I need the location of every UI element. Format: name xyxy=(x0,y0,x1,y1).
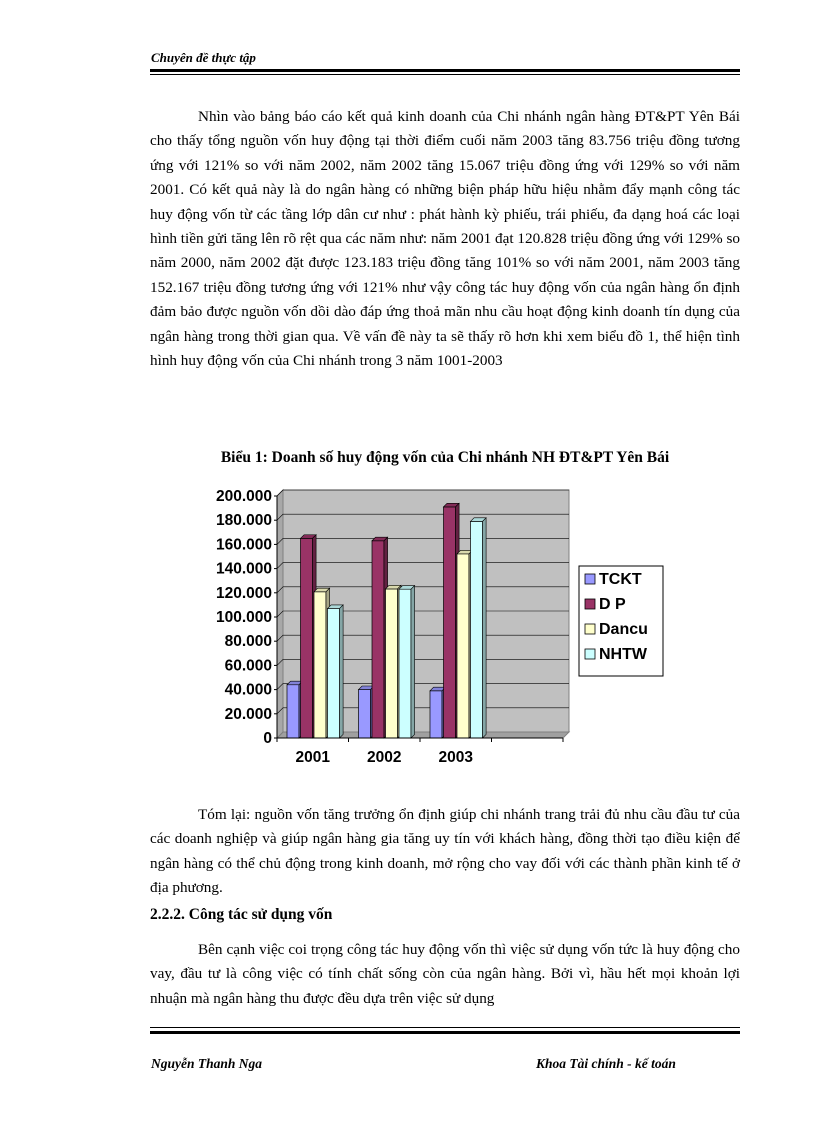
header-rule-thick xyxy=(150,69,740,72)
footer-department: Khoa Tài chính - kế toán xyxy=(536,1056,676,1071)
summary-paragraph: Tóm lại: nguồn vốn tăng trưởng ổn định giúp chi nhánh trang trải đủ nhu cầu đầu tư của các doanh nghiệp và giúp ngân hàng gia tăng uy tín với khách hàng, đồng thời tạo điều kiện để ngân hàng có thể chủ động trong kinh doanh, mở rộng cho vay đối với các thành phần kinh tế ở địa phương. xyxy=(150,806,740,897)
bar-nhtw-2001 xyxy=(328,605,344,738)
y-tick-label: 180.000 xyxy=(215,512,272,530)
bar-front xyxy=(287,685,299,738)
bar-side xyxy=(483,518,487,738)
y-tick-label: 80.000 xyxy=(224,633,272,651)
legend-swatch xyxy=(585,574,595,584)
y-axis xyxy=(216,488,277,747)
section-heading: 2.2.2. Công tác sử dụng vốn xyxy=(150,906,333,923)
bar-front xyxy=(328,609,340,738)
legend-swatch xyxy=(585,624,595,634)
bar-side xyxy=(340,605,344,738)
legend-label: NHTW xyxy=(599,646,647,663)
footer-rule-thin xyxy=(150,1027,740,1028)
figure-caption: Biểu 1: Doanh số huy động vốn của Chi nhánh NH ĐT&PT Yên Bái xyxy=(220,449,670,466)
y-tick-label: 40.000 xyxy=(224,681,272,699)
intro-paragraph: Nhìn vào bảng báo cáo kết quả kinh doanh của Chi nhánh ngân hàng ĐT&PT Yên Bái cho thấy tổng nguồn vốn huy động tại thời điểm cuối năm 2003 tăng 83.756 triệu đồng tương ứng với 121% so với năm 2002, năm 2002 tăng 15.067 triệu đồng ứng với 129% so với năm 2001. Có kết quả này là do ngân hàng có những biện pháp hữu hiệu nhằm đẩy mạnh công tác huy động vốn từ các tầng lớp dân cư như : phát hành kỳ phiếu, trái phiếu, đa dạng hoá các loại hình tiền gửi tăng lên rõ rệt qua các năm như: năm 2001 đạt 120.828 triệu đồng ứng với 129% so năm 2000, năm 2002 đặt được 123.183 triệu đồng tăng 101% so với năm 2001, năm 2003 tăng 152.167 triệu đồng tương ứng với 121% như vậy công tác huy động vốn của ngân hàng ổn định đảm bảo được nguồn vốn dồi dào đáp ứng thoả mãn nhu cầu hoạt động kinh doanh tín dụng của ngân hàng trong thời gian qua. Về vấn đề này ta sẽ thấy rõ hơn khi xem biểu đồ 1, thể hiện tình hình huy động vốn của Chi nhánh trong 3 năm 1001-2003 xyxy=(150,108,740,370)
funding-bar-chart xyxy=(205,480,675,780)
x-tick-label: 2002 xyxy=(367,749,402,766)
y-tick-label: 0 xyxy=(263,730,272,747)
bar-side xyxy=(411,586,415,738)
x-tick-label: 2001 xyxy=(295,749,330,766)
bar-front xyxy=(301,538,313,738)
x-tick-label: 2003 xyxy=(438,749,473,766)
header-title: Chuyên đề thực tập xyxy=(151,50,256,65)
bar-front xyxy=(386,589,398,738)
bar-nhtw-2002 xyxy=(399,586,415,738)
loan-usage-paragraph: Bên cạnh việc coi trọng công tác huy động vốn thì việc sử dụng vốn tức là huy động cho vay, đầu tư là công việc có tính chất sống còn của ngân hàng. Bởi vì, hầu hết mọi khoản lợi nhuận mà ngân hàng thu được đều dựa trên việc sử dụng xyxy=(150,941,740,1007)
y-tick-label: 140.000 xyxy=(215,560,272,578)
plot-area xyxy=(277,490,569,738)
legend-label: TCKT xyxy=(599,571,642,588)
legend-label: D P xyxy=(599,596,626,613)
y-tick-label: 60.000 xyxy=(224,657,272,675)
y-tick-label: 100.000 xyxy=(215,609,272,626)
footer-rule-thick xyxy=(150,1031,740,1034)
x-axis xyxy=(277,738,563,766)
y-tick-label: 200.000 xyxy=(215,488,272,505)
legend-swatch xyxy=(585,599,595,609)
y-tick-label: 20.000 xyxy=(224,705,272,723)
bar-front xyxy=(471,521,483,738)
header-rule-thin xyxy=(150,74,740,75)
legend xyxy=(579,566,663,676)
y-tick-label: 120.000 xyxy=(215,584,272,602)
legend-label: Dancu xyxy=(599,621,648,638)
bar-front xyxy=(359,690,371,738)
legend-swatch xyxy=(585,649,595,659)
bar-front xyxy=(399,589,411,738)
bar-nhtw-2003 xyxy=(471,518,487,738)
bar-front xyxy=(314,592,326,738)
bar-front xyxy=(430,691,442,738)
y-tick-label: 160.000 xyxy=(215,536,272,554)
footer-author: Nguyễn Thanh Nga xyxy=(151,1056,263,1071)
bar-front xyxy=(457,554,469,738)
bar-front xyxy=(372,541,384,738)
bar-front xyxy=(444,507,456,738)
